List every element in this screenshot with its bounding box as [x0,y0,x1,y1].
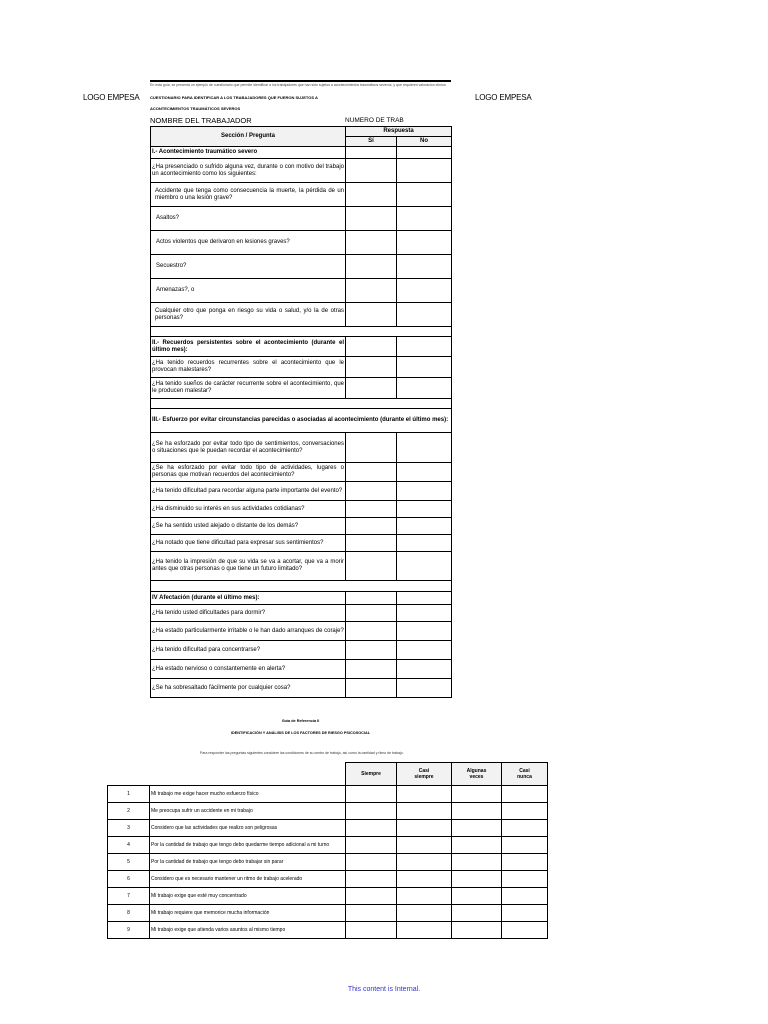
yes-cell[interactable] [346,482,397,501]
no-cell[interactable] [397,147,452,159]
spacer-row [151,327,452,337]
row-text: Considero que las actividades que realizo son peligrosas [150,820,346,837]
col-always: Siempre [346,763,397,786]
yes-cell[interactable] [346,641,397,660]
section-title: I.- Acontecimiento traumático severo [151,147,346,159]
answer-cell[interactable] [346,922,397,939]
question-text: ¿Ha estado particularmente irritable o le han dado arranques de coraje? [151,622,346,641]
intro-text: En esta guía, se presenta un ejemplo de cuestionario que permite identificar a los trabajadores que han sido sujetos a acontecimientos traumáticos severos, y que requieren valoración clínica. [150,83,447,87]
yes-cell[interactable] [346,660,397,679]
answer-cell[interactable] [452,888,502,905]
col-almost-always [397,763,452,786]
question-text: ¿Ha tenido sueños de carácter recurrente sobre el acontecimiento, que le producen malestar? [151,378,346,399]
row-text: Por la cantidad de trabajo que tengo debo trabajar sin parar [150,854,346,871]
col-almost-always-line1: Casi [418,768,430,774]
yes-cell[interactable] [346,207,397,231]
question-text: Amenazas?, o [151,279,346,303]
row-text: Mi trabajo exige que esté muy concentrado [150,888,346,905]
yes-cell[interactable] [346,535,397,552]
answer-cell[interactable] [502,786,548,803]
answer-cell[interactable] [397,922,452,939]
no-cell[interactable] [397,357,452,378]
question-text: ¿Ha tenido la impresión de que su vida se va a acortar, que va a morir antes que otras personas o que tiene un futuro limitado? [151,552,346,581]
section-title: IV Afectación (durante el último mes): [151,592,346,605]
answer-cell[interactable] [502,803,548,820]
no-cell[interactable] [397,501,452,518]
answer-cell[interactable] [452,820,502,837]
answer-cell[interactable] [397,786,452,803]
section-title: III.- Esfuerzo por evitar circunstancias parecidas o asociadas al acontecimiento (durante el último mes): [151,409,452,433]
answer-cell[interactable] [502,854,548,871]
answer-cell[interactable] [346,905,397,922]
answer-cell[interactable] [346,888,397,905]
col-sometimes-line1: Algunas [466,768,487,774]
no-cell[interactable] [397,433,452,463]
no-cell[interactable] [397,660,452,679]
yes-cell[interactable] [346,622,397,641]
question-text: ¿Ha estado nervioso o constantemente en alerta? [151,660,346,679]
answer-cell[interactable] [452,837,502,854]
question-text: Accidente que tenga como consecuencia la muerte, la pérdida de un miembro o una lesión grave? [151,183,346,207]
questionnaire-subtitle: ACONTECIMIENTOS TRAUMÁTICOS SEVEROS [150,106,241,111]
yes-cell[interactable] [346,231,397,255]
question-text: ¿Ha notado que tiene dificultad para expresar sus sentimientos? [151,535,346,552]
row-text: Me preocupa sufrir un accidente en mi trabajo [150,803,346,820]
yes-cell[interactable] [346,605,397,622]
answer-cell[interactable] [346,786,397,803]
yes-cell[interactable] [346,255,397,279]
answer-cell[interactable] [346,820,397,837]
question-text: ¿Ha tenido dificultad para concentrarse? [151,641,346,660]
yes-cell[interactable] [346,337,397,357]
no-cell[interactable] [397,552,452,581]
yes-cell[interactable] [346,279,397,303]
col-almost-never [502,763,548,786]
logo-left: LOGO EMPESA [83,93,140,102]
col-sometimes-line2: veces [469,774,484,780]
question-text: ¿Se ha esforzado por evitar todo tipo de sentimientos, conversaciones o situaciones que le puedan recordar el acontecimiento? [151,433,346,463]
worker-name-label: NOMBRE DEL TRABAJADOR [150,116,252,125]
answer-cell[interactable] [452,854,502,871]
no-cell[interactable] [397,641,452,660]
question-text: Secuestro? [151,255,346,279]
yes-cell[interactable] [346,679,397,698]
answer-cell[interactable] [397,871,452,888]
question-text: ¿Se ha sobresaltado fácilmente por cualquier cosa? [151,679,346,698]
row-text: Considero que es necesario mantener un ritmo de trabajo acelerado [150,871,346,888]
answer-cell[interactable] [452,803,502,820]
top-rule [150,80,451,82]
no-cell[interactable] [397,378,452,399]
answer-cell[interactable] [452,786,502,803]
spacer-row [151,399,452,409]
guide-title: IDENTIFICACIÓN Y ANÁLISIS DE LOS FACTORES DE RIESGO PSICOSOCIAL [230,731,371,735]
no-cell[interactable] [397,279,452,303]
answer-cell[interactable] [346,837,397,854]
answer-cell[interactable] [452,922,502,939]
no-cell[interactable] [397,183,452,207]
row-number: 2 [108,803,150,820]
spacer-row [151,581,452,592]
question-text: Asaltos? [151,207,346,231]
yes-cell[interactable] [346,147,397,159]
logo-right: LOGO EMPESA [475,93,532,102]
no-cell[interactable] [397,679,452,698]
no-cell[interactable] [397,337,452,357]
row-number: 9 [108,922,150,939]
row-text: Mi trabajo requiere que memorice mucha información [150,905,346,922]
yes-cell[interactable] [346,378,397,399]
col-almost-never-line1: Casi [519,768,530,774]
yes-cell[interactable] [346,159,397,183]
question-text: ¿Ha disminuido su interés en sus actividades cotidianas? [151,501,346,518]
no-cell[interactable] [397,605,452,622]
yes-cell[interactable] [346,433,397,463]
answer-cell[interactable] [397,888,452,905]
answer-cell[interactable] [452,871,502,888]
no-cell[interactable] [397,231,452,255]
row-number: 8 [108,905,150,922]
answer-cell[interactable] [397,905,452,922]
yes-cell[interactable] [346,357,397,378]
answer-cell[interactable] [397,837,452,854]
no-cell[interactable] [397,303,452,327]
col-yes-header: Sí [346,137,397,147]
row-text: Mi trabajo exige que atienda varios asuntos al mismo tiempo [150,922,346,939]
yes-cell[interactable] [346,183,397,207]
question-text: ¿Ha tenido recuerdos recurrentes sobre el acontecimiento que le provocan malestares? [151,357,346,378]
no-cell[interactable] [397,518,452,535]
answer-cell[interactable] [397,803,452,820]
question-text: ¿Se ha sentido usted alejado o distante de los demás? [151,518,346,535]
no-cell[interactable] [397,535,452,552]
no-cell[interactable] [397,207,452,231]
question-text: ¿Ha presenciado o sufrido alguna vez, durante o con motivo del trabajo un acontecimiento como los siguientes: [151,159,346,183]
yes-cell[interactable] [346,303,397,327]
col-answer-header: Respuesta [346,127,452,137]
col-no-header: No [397,137,452,147]
guide-instructions [150,751,610,755]
question-text: ¿Ha tenido dificultad para recordar alguna parte importante del evento? [151,482,346,501]
answer-cell[interactable] [502,922,548,939]
answer-cell[interactable] [502,905,548,922]
yes-cell[interactable] [346,463,397,482]
no-cell[interactable] [397,482,452,501]
yes-cell[interactable] [346,518,397,535]
col-sometimes [452,763,502,786]
question-text: Actos violentos que derivaron en lesiones graves? [151,231,346,255]
question-text: Cualquier otro que ponga en riesgo su vida o salud, y/o la de otras personas? [151,303,346,327]
answer-cell[interactable] [346,854,397,871]
questionnaire-title: CUESTIONARIO PARA IDENTIFICAR A LOS TRABAJADORES QUE FUERON SUJETOS A [150,95,318,100]
guide-instructions-text: Para responder las preguntas siguientes considere las condiciones de su centro de trabajo, así como la cantidad y ritmo de trabajo. [200,751,404,755]
answer-cell[interactable] [502,871,548,888]
yes-cell[interactable] [346,592,397,605]
answer-cell[interactable] [502,837,548,854]
no-cell[interactable] [397,622,452,641]
no-cell[interactable] [397,592,452,605]
row-number: 3 [108,820,150,837]
no-cell[interactable] [397,159,452,183]
footer-classification: This content is Internal. [347,986,421,993]
col-almost-never-line2: nunca [517,774,532,780]
row-text: Por la cantidad de trabajo que tengo debo quedarme tiempo adicional a mi turno [150,837,346,854]
answer-cell[interactable] [397,820,452,837]
answer-cell[interactable] [502,888,548,905]
no-cell[interactable] [397,463,452,482]
answer-cell[interactable] [397,854,452,871]
frequency-header-table [345,762,548,786]
answer-cell[interactable] [502,820,548,837]
risk-factors-table [107,785,548,939]
guide-reference: Guía de Referencia II [281,719,320,723]
questionnaire-table [150,126,452,698]
answer-cell[interactable] [346,871,397,888]
row-number: 7 [108,888,150,905]
row-number: 6 [108,871,150,888]
yes-cell[interactable] [346,552,397,581]
section-title: II.- Recuerdos persistentes sobre el acontecimiento (durante el último mes): [151,337,346,357]
answer-cell[interactable] [452,905,502,922]
no-cell[interactable] [397,255,452,279]
row-number: 5 [108,854,150,871]
worker-number-label: NUMERO DE TRAB [345,117,404,124]
col-almost-always-line2: siempre [414,774,434,780]
answer-cell[interactable] [346,803,397,820]
yes-cell[interactable] [346,501,397,518]
row-text: Mi trabajo me exige hacer mucho esfuerzo físico [150,786,346,803]
col-section-header: Sección / Pregunta [151,127,346,147]
row-number: 1 [108,786,150,803]
row-number: 4 [108,837,150,854]
question-text: ¿Se ha esforzado por evitar todo tipo de actividades, lugares o personas que motivan recuerdos del acontecimiento? [151,463,346,482]
question-text: ¿Ha tenido usted dificultades para dormir? [151,605,346,622]
